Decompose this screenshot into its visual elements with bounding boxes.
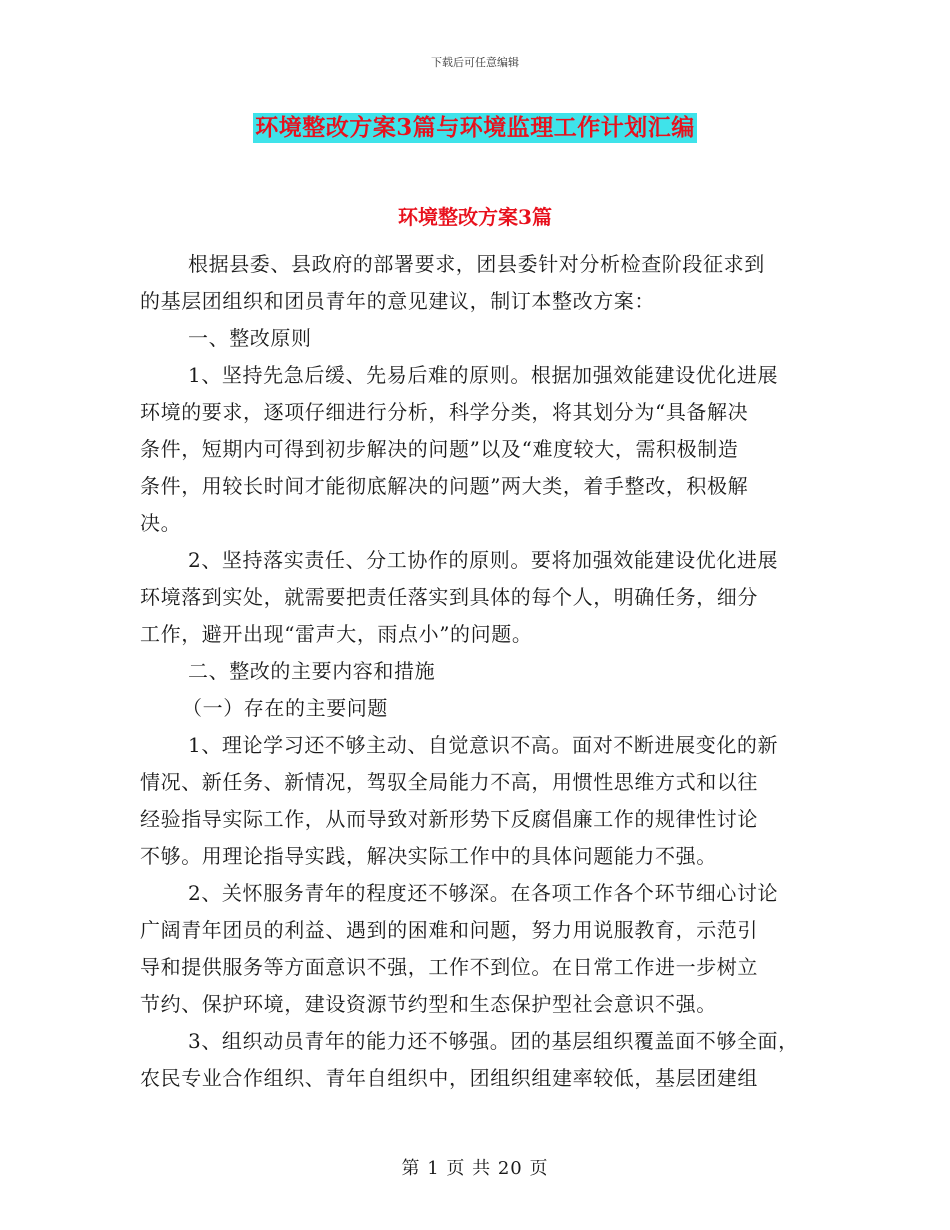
section-heading: 二、整改的主要内容和措施 <box>188 659 436 683</box>
paragraph-line: 情况、新任务、新情况，驾驭全局能力不高，用惯性思维方式和以往 <box>140 770 758 794</box>
paragraph-line: 工作，避开出现“雷声大，雨点小”的问题。 <box>140 622 533 646</box>
paragraph-line: 环境落到实处，就需要把责任落实到具体的每个人，明确任务，细分 <box>140 585 758 609</box>
paragraph-line: 根据县委、县政府的部署要求，团县委针对分析检查阶段征求到 <box>188 252 765 276</box>
paragraph-line: 节约、保护环境，建设资源节约型和生态保护型社会意识不强。 <box>140 992 717 1016</box>
paragraph-line: 条件，用较长时间才能彻底解决的问题”两大类，着手整改，积极解 <box>140 474 749 498</box>
paragraph-line: 不够。用理论指导实践，解决实际工作中的具体问题能力不强。 <box>140 844 717 868</box>
main-title-container <box>0 113 950 143</box>
paragraph-line: 经验指导实际工作，从而导致对新形势下反腐倡廉工作的规律性讨论 <box>140 807 758 831</box>
paragraph-line: 环境的要求，逐项仔细进行分析，科学分类，将其划分为“具备解决 <box>140 400 749 424</box>
paragraph-line: 1、理论学习还不够主动、自觉意识不高。面对不断进展变化的新 <box>188 733 779 757</box>
paragraph-line: 农民专业合作组织、青年自组织中，团组织组建率较低，基层团建组 <box>140 1066 758 1090</box>
paragraph-line: 的基层团组织和团员青年的意见建议，制订本整改方案： <box>140 289 655 313</box>
main-title: 环境整改方案3篇与环境监理工作计划汇编 <box>255 114 695 141</box>
paragraph-line: 2、关怀服务青年的程度还不够深。在各项工作各个环节细心讨论 <box>188 881 779 905</box>
section-heading: 一、整改原则 <box>188 326 312 350</box>
subsection-heading: （一）存在的主要问题 <box>182 696 388 720</box>
paragraph-line: 决。 <box>140 511 182 535</box>
paragraph-line: 条件，短期内可得到初步解决的问题”以及“难度较大，需积极制造 <box>140 437 739 461</box>
header-note: 下载后可任意编辑 <box>431 56 519 69</box>
paragraph-line: 1、坚持先急后缓、先易后难的原则。根据加强效能建设优化进展 <box>188 363 779 387</box>
paragraph-line: 2、坚持落实责任、分工协作的原则。要将加强效能建设优化进展 <box>188 548 779 572</box>
paragraph-line: 广阔青年团员的利益、遇到的困难和问题，努力用说服教育，示范引 <box>140 918 758 942</box>
page-number-footer: 第 1 页 共 20 页 <box>401 1158 549 1179</box>
paragraph-line: 导和提供服务等方面意识不强，工作不到位。在日常工作进一步树立 <box>140 955 758 979</box>
document-body <box>140 246 820 1097</box>
paragraph-line: 3、组织动员青年的能力还不够强。团的基层组织覆盖面不够全面， <box>188 1029 799 1053</box>
sub-title: 环境整改方案3篇 <box>398 205 552 229</box>
